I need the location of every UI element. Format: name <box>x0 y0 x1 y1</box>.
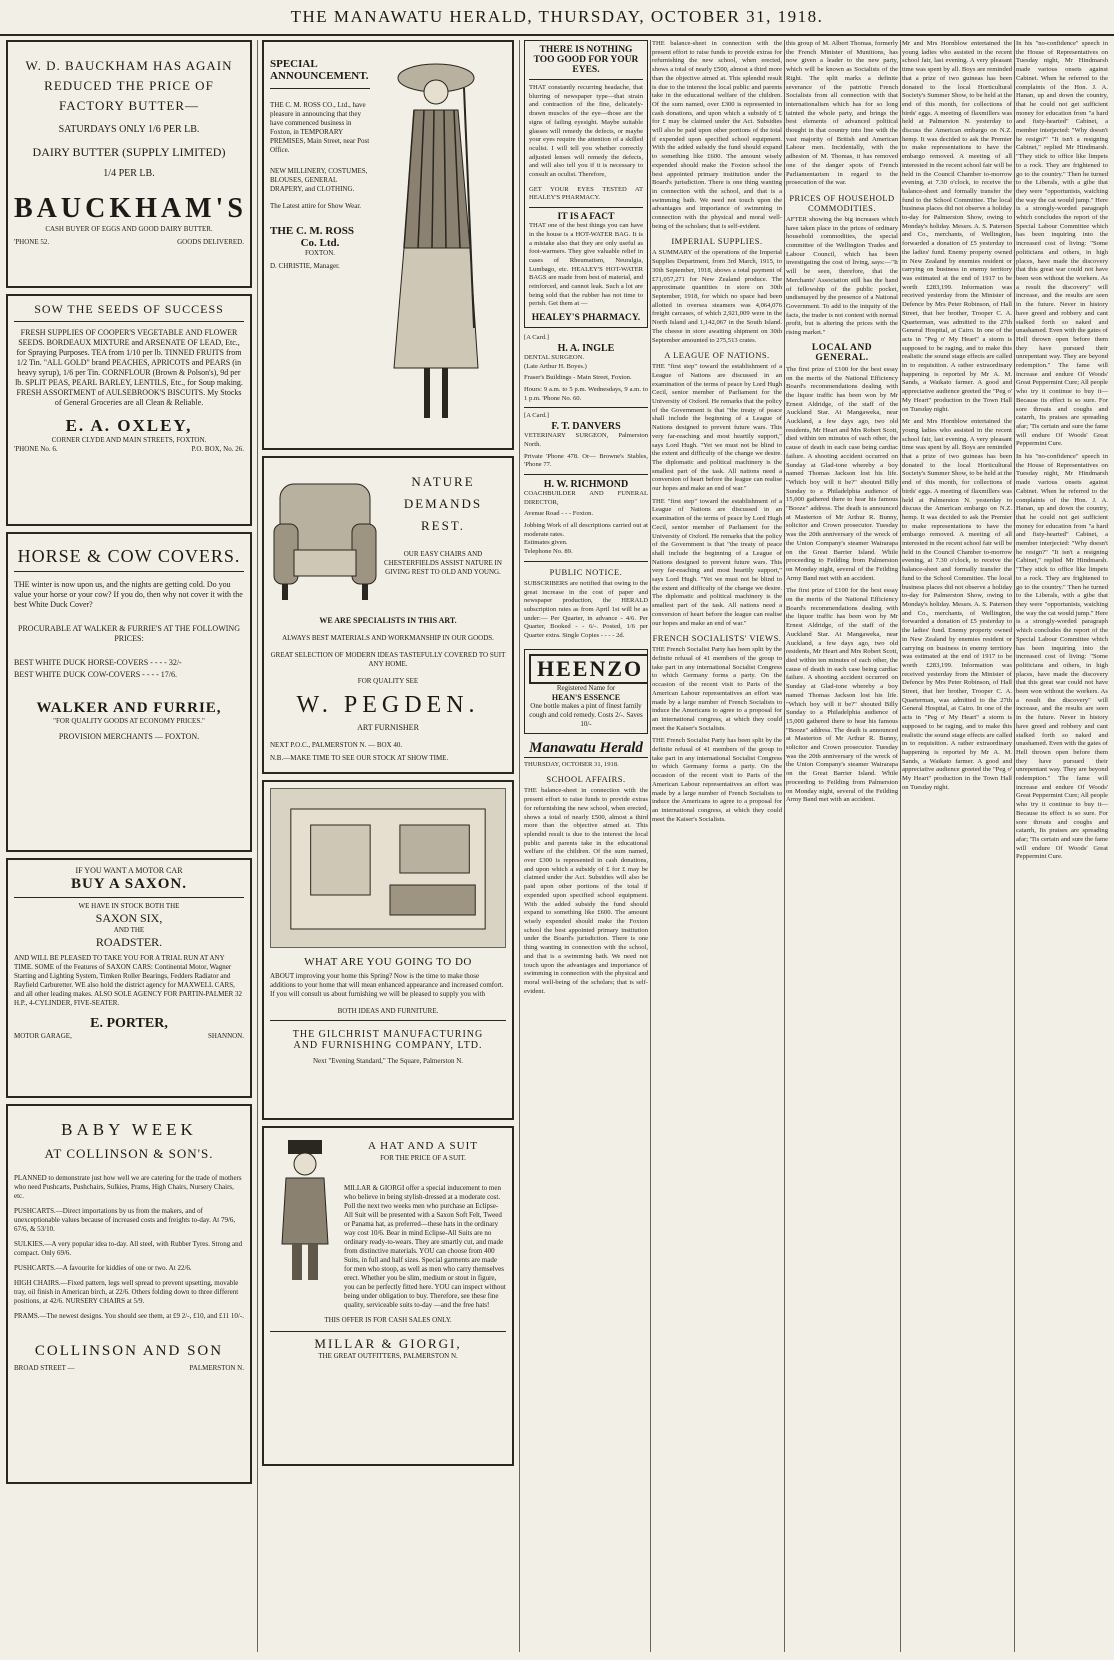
headline-household-prices: PRICES OF HOUSEHOLD COMMODITIES. <box>789 192 895 213</box>
gilchrist-title: WHAT ARE YOU GOING TO DO <box>304 956 472 968</box>
walker-item-horse: BEST WHITE DUCK HORSE-COVERS - - - - 32/- <box>14 658 182 667</box>
healey-fact-title: IT IS A FACT <box>557 212 615 223</box>
pegden-body: OUR EASY CHAIRS AND CHESTERFIELDS ASSIST NATURE IN GIVING REST TO OLD AND YOUNG. <box>384 550 502 576</box>
millar-title1: A HAT AND A SUIT <box>368 1140 478 1152</box>
collinson-pushcarts: PUSHCARTS.—Direct importations by us from the makers, and of unexceptionable values because of increased costs and freights to-day. At 79/6, 67/6, & 53/10. <box>14 1207 236 1233</box>
collinson-street: BROAD STREET — <box>14 1364 75 1372</box>
healey-cta: GET YOUR EYES TESTED AT HEALEY'S PHARMACY. <box>529 185 643 202</box>
card2-name: F. T. DANVERS <box>551 421 621 433</box>
headline-french-socialists: FRENCH SOCIALISTS' VIEWS. <box>652 633 782 644</box>
card3-addr: Avenue Road - - - Foxton. <box>524 510 594 518</box>
article-local-notes-cont: Mr and Mrs Hornblow entertained the young ladies who assisted in the recent school fair, last evening. A very pleasant time was spent by all. Boys are reminded that a prize of two guineas has been donated to the local Horticultural Society's Summer Show, to be held at the end of this month, for collections of birds' eggs. A meeting of flaxmillers was held at Palmerston N. yesterday to discuss the American embargo on N.Z. hemp. It was decided to ask the Premier to make representations to have the embargo removed. A meeting of all interested in the recent school fair will be held in the Council Chamber to-morrow evening, at 7.30 o'clock, to receive the balance-sheet and formally transfer the fund to the School Committee. The local business places did not observe a holiday to-day for Palmerston Show, owing to Monday's holiday. Messrs. A. S. Paterson and Co., merchants, of Wellington, forwarded a donation of £5 yesterday to the ladies' fund. Enemy property owned in New Zealand by enemies resident or carrying on business in enemy territory was estimated at the end of 1917 to be worth £283,199. Information was received yesterday from the Minister of Defence by Mrs Peter Robinson, of Hall Street, that her brother, Trooper C. A. Quarterman, was admitted to the 27th General Hospital, at Cairo. In one of the acts in "Peg o' My Heart" a storm is supposed to be raging, and to make this realistic the sound stage effects are called in to requisition. A rather extraordinary happening is reported by Mr A. M. Sands, a Waikato farmer. A good and appreciative audience greeted the "Peg o' My Heart" production in the Town Hall on Tuesday night. <box>902 418 1012 791</box>
healey-eyes-ad <box>524 40 648 328</box>
column-6 <box>902 40 1012 1652</box>
gilchrist-address: Next "Evening Standard," The Square, Palmerston N. <box>312 1057 464 1065</box>
article-french-socialists-end: this group of M. Albert Thomas, formerly the French Minister of Munitions, has now given a leader to the new party, which will be known as Socialists of the Right. The split marks a definite severance of the patriotic French Socialists from all connection with that internationalism which has for so long tainted the whole party, and brings the best elements of advanced political thought in that country into line with the vast majority of British and American Labour men. Incidentally, with the adhesion of M. Thomas, it has removed one of the danger spots of French Parliamentarism in regard to the prosecution of the war. <box>786 40 898 187</box>
heenzo-product: HEAN'S ESSENCE <box>551 692 621 702</box>
porter-stock: WE HAVE IN STOCK BOTH THE <box>78 902 180 910</box>
headline-school-affairs: SCHOOL AFFAIRS. <box>546 774 626 785</box>
card1-hours: Hours: 9 a.m. to 5 p.m. Wednesdays, 9 a.m. to 1 p.m. 'Phone No. 60. <box>524 385 648 402</box>
herald-nameplate: Manawatu Herald <box>524 740 648 758</box>
porter-and: AND THE <box>113 926 145 934</box>
card3-estimates: Estimates given. <box>524 539 568 547</box>
card2-phone: Private 'Phone 478. Or— Browne's Stables, 'Phone 77. <box>524 452 648 469</box>
collinson-ad <box>6 1104 252 1484</box>
pegden-trade: ART FURNISHER <box>357 723 419 732</box>
card3-phone: Telephone No. 89. <box>524 548 573 556</box>
oxley-address: CORNER CLYDE AND MAIN STREETS, FOXTON. <box>51 436 207 444</box>
collinson-highchairs: HIGH CHAIRS.—Fixed pattern, legs well spread to prevent upsetting, movable tray, oil finish in American birch, at 22/6. Others folding down to three different positions, at 42/6. NURSERY CHAIRS at 5/9. <box>14 1279 239 1305</box>
ross-name1: THE C. M. ROSS <box>270 225 355 237</box>
bauckham-name: BAUCKHAM'S <box>14 193 247 224</box>
column-1 <box>6 40 252 1652</box>
healey-body: THAT constantly recurring headache, that blurring of newspaper type—that strain and contraction of the fine, delicately-drawn muscles of the eye—those are the signs of failing eyesight. Maybe suitable glasses will remedy the defects, or maybe your eyes require the attention of a skilled oculist. I will tell you whether correctly adjusted lenses will remedy the defects, and will also tell you if it is necessary to consult an oculist. Therefore, <box>529 84 643 179</box>
public-notice-title: PUBLIC NOTICE. <box>549 566 623 577</box>
walker-intro: THE winter is now upon us, and the nights are getting cold. Do you value your horse or your cow? If you do, then why not cover it with the best White Duck Cover? <box>14 580 243 609</box>
ross-body: THE C. M. ROSS CO., Ltd., have pleasure in announcing that they have commenced business in Foxton, in TEMPORARY PREMISES, Main Street, near Post Office. <box>270 101 370 154</box>
bauckham-line5: DAIRY BUTTER (SUPPLY LIMITED) <box>32 145 226 159</box>
healey-title: THERE IS NOTHING TOO GOOD FOR YOUR EYES. <box>533 45 639 75</box>
column-7 <box>1016 40 1108 1652</box>
porter-model1: SAXON SIX, <box>95 911 163 925</box>
bauckham-tagline: CASH BUYER OF EGGS AND GOOD DAIRY BUTTER. <box>45 225 213 233</box>
column-rule <box>519 40 520 1652</box>
porter-town: SHANNON. <box>208 1032 244 1040</box>
collinson-name: COLLINSON AND SON <box>34 1343 224 1359</box>
porter-garage: MOTOR GARAGE, <box>14 1032 72 1040</box>
collinson-title2: AT COLLINSON & SON'S. <box>44 1146 214 1161</box>
article-french-socialists: THE French Socialist Party has been split by the definite refusal of 41 members of the group to take part in any international Socialist Congress to which Germany forms a party. On the occasion of the recent visit to Paris of the American Labour representatives an effort was made by a large number of French Socialists to induce the Americans to agree to a proposal for an international congress, at which they could meet the Kaiser's Socialists. <box>652 646 782 732</box>
gilchrist-body: ABOUT improving your home this Spring? Now is the time to make those additions to your home that will mean enhanced appearance and increased comfort. If you will consult us about furnishing we will be pleased to supply you with <box>270 972 504 998</box>
oxley-ad <box>6 294 252 526</box>
pegden-specialists: WE ARE SPECIALISTS IN THIS ART. <box>319 616 457 625</box>
ross-latest: The Latest attire for Show Wear. <box>270 202 362 210</box>
card3-trade: COACHBUILDER AND FUNERAL DIRECTOR, <box>524 489 648 506</box>
gilchrist-name2: AND FURNISHING COMPANY, LTD. <box>293 1040 483 1051</box>
bauckham-line4: SATURDAYS ONLY 1/6 PER LB. <box>58 124 200 135</box>
article-league-of-nations-cont: THE "first step" toward the establishment of a League of Nations are discussed in an examination of the terms of peace by Lord Hugh Cecil, senior member of Parliament for the University of Oxford. He remarks that the policy of the Government is that "the treaty of peace shall include the beginning of a League of Nations designed to prevent future wars. This very far-reaching and most heartily support," says Lord Hugh. "Yet we must not be blind to the extent and difficulty of the change we desire. The diplomatic and political machinery is the smallest part of the task. All nations need a conversion of heart before the league can realise our hopes and make an end of war." <box>652 497 782 627</box>
collinson-sulkies: SULKIES.—A very popular idea to-day. All steel, with Rubber Tyres. Strong and compact. Only 69/6. <box>14 1240 243 1257</box>
millar-name: MILLAR & GIORGI, <box>270 1331 506 1352</box>
pegden-title2: DEMANDS <box>403 496 483 511</box>
walker-name: WALKER AND FURRIE, <box>36 700 222 716</box>
article-local-general-cont: The first prize of £100 for the best essay on the merits of the National Efficiency Board's recommendations dealing with the liquor traffic has been won by Mr Ernest Aldridge, of the staff of the Auckland Star. At Mangaweka, near Auckland, a few days ago, two old residents, Mr Heart and Mrs Robert Scott, died within ten minutes of each other, the cause of death in each case being cardiac failure. A shooting accident occurred on Sunday at Glad-tone whereby a boy named Thomas Jackson lost his life. "Which boy will it be?" shouted Billy Sunday to a Philadelphia audience of 15,000 gathered there to hear his famous "Booze" address. The death is announced at Masterton of Mr Arthur R. Bunny, solicitor and Crown prosecutor. Tuesday was the 20th anniversary of the wreck of the Union Company's steamer Wairarapa on the Great Barrier Island. While proceeding to Feilding from Palmerston on Monday night, several of the Feilding Army Band met with an accident. <box>786 587 898 804</box>
card1-note: (Late Arthur H. Boyes.) <box>524 362 587 370</box>
pegden-materials: ALWAYS BEST MATERIALS AND WORKMANSHIP IN OUR GOODS. <box>282 634 494 642</box>
millar-tag: THE GREAT OUTFITTERS, PALMERSTON N. <box>318 1352 458 1360</box>
card3-body: Jobbing Work of all descriptions carried out at moderate rates. <box>524 522 648 538</box>
article-parliament-cont: In his "no-confidence" speech in the House of Representatives on Tuesday night, Mr Hindmarsh made various onsets against Cabinet. When he referred to the complaints of the Hon. J. A. Hanan, up and down the country, that he could not get sufficient money for education from "a hard and fisty-hearted" Cabinet, a member interjected: "Why doesn't he resign?" "It isn't a resigning Cabinet," replied Mr Hindmarsh. "They stick to office like limpets to a rock. They are frightened to go to the country." Then he turned to the Liberals, with a gibe that they were "opportunists, watching the way the cat would jump." Here is a strongly-worded paragraph which concludes the report of the Special Labour Committee which has been inquiring into the increased cost of living: "Some politicians and others, in high places, have made the discovery that this great war could not have been won without the workers. As a result the discovery" will increase, and the results are seen in the future. Never in history have greed and robbery and cant stalked forth so naked and unashamed. Even with the gates of Hell thrown open before them they have pursued their unrepentant way. They are beyond redemption." The fame will increase and endure Of Woods' Great Peppermint Cure; All people who try it continue to buy it— Because its effect is so sure. For sore throats and coughs and catarrh, Its praises are spreading afar; 'Tis certain and sure the fame will endure Of Woods' Great Peppermint Cure. <box>1016 453 1108 861</box>
millar-title2: FOR THE PRICE OF A SUIT. <box>380 1154 466 1162</box>
article-household-prices: AFTER showing the big increases which have taken place in the prices of ordinary household commodities, the special committee of the Wellington Trades and Labour Council, which has been investigating the cost of living, says:—"It will be seen, therefore, that the Merchants' Association still has the hand of fellowship of the public pocket, undismayed by the presence of a National Government. To add to the iniquity of the facts, the trader is not content with normal profit, but is altering the prices with the rising market." <box>786 215 898 337</box>
article-local-notes: Mr and Mrs Hornblow entertained the young ladies who assisted in the recent school fair, last evening. A very pleasant time was spent by all. Boys are reminded that a prize of two guineas has been donated to the local Horticultural Society's Summer Show, to be held at the end of this month, for collections of birds' eggs. A meeting of flaxmillers was held at Palmerston N. yesterday to discuss the American embargo on N.Z. hemp. It was decided to ask the Premier to make representations to have the embargo removed. A meeting of all interested in the recent school fair will be held in the Council Chamber to-morrow evening, at 7.30 o'clock, to receive the balance-sheet and formally transfer the fund to the School Committee. The local business places did not observe a holiday to-day for Palmerston Show, owing to Monday's holiday. Messrs. A. S. Paterson and Co., merchants, of Wellington, forwarded a donation of £5 yesterday to the ladies' fund. Enemy property owned in New Zealand by enemies resident or carrying on business in enemy territory was estimated at the end of 1917 to be worth £283,199. Information was received yesterday from the Minister of Defence by Mrs Peter Robinson, of Hall Street, that her brother, Trooper C. A. Quarterman, was admitted to the 27th General Hospital, at Cairo. In one of the acts in "Peg o' My Heart" a storm is supposed to be raging, and to make this realistic the sound stage effects are called in to requisition. A rather extraordinary happening is reported by Mr A. M. Sands, a Waikato farmer. A good and appreciative audience greeted the "Peg o' My Heart" production in the Town Hall on Tuesday night. <box>902 40 1012 413</box>
bauckham-delivery: GOODS DELIVERED. <box>177 238 244 246</box>
pegden-title3: REST. <box>420 518 466 533</box>
pegden-address: NEXT P.O.C., PALMERSTON N. — BOX 40. <box>270 741 403 749</box>
millar-giorgi-ad <box>262 1126 514 1466</box>
bauckham-line6: 1/4 PER LB. <box>103 168 155 179</box>
oxley-phone: 'PHONE No. 6. <box>14 445 58 453</box>
masthead: THE MANAWATU HERALD, THURSDAY, OCTOBER 31, 1918. <box>0 0 1114 36</box>
column-rule <box>900 40 901 1652</box>
ross-manager: D. CHRISTIE, Manager. <box>270 262 340 270</box>
card3-name: H. W. RICHMOND <box>543 478 629 490</box>
ross-title2: ANNOUNCEMENT. <box>270 70 370 89</box>
porter-name: E. PORTER, <box>90 1016 168 1031</box>
article-league-of-nations: THE "first step" toward the establishment of a League of Nations are discussed in an examination of the terms of peace by Lord Hugh Cecil, senior member of Parliament for the University of Oxford. He remarks that the policy of the Government is that "the treaty of peace shall include the beginning of a League of Nations designed to prevent future wars. This very far-reaching and most heartily support," says Lord Hugh. "Yet we must not be blind to the extent and difficulty of the change we desire. The diplomatic and political machinery is the smallest part of the task. All nations need a conversion of heart before the league can realise our hopes and make an end of war." <box>652 363 782 493</box>
public-notice-body: SUBSCRIBERS are notified that owing to the great increase in the cost of paper and newspaper production, the HERALD subscription rates as from April 1st will be as under:— Per Quarter, in advance - 4/6. Per Quarter, Booked - - 6/-. Posted, 1/6 per Quarter extra. Single Copies - - - - 2d. <box>524 579 648 640</box>
card2-trade: VETERINARY SURGEON, Palmerston North. <box>524 432 648 448</box>
column-5 <box>786 40 898 1652</box>
card1-addr: Fraser's Buildings - Main Street, Foxton. <box>524 374 632 382</box>
gilchrist-ideas: BOTH IDEAS AND FURNITURE. <box>337 1007 439 1015</box>
article-imperial-supplies: A SUMMARY of the operations of the Imperial Supplies Department, from 3rd March, 1915, to 30th September, 1918, shows a total payment of £71,057,271 for New Zealand produce. The approximate quantities in store on 30th September, 1918, for which no space had been allotted in oversea steamers was 4,064,076 freight carcases, of which 2,921,009 were in the North Island and 1,142,067 in the South Island. The cheese in store awaiting shipment on 30th September amounted to 275,513 crates. <box>652 249 782 344</box>
walker-procurable: PROCURABLE AT WALKER & FURRIE'S AT THE FOLLOWING PRICES: <box>18 624 240 643</box>
ross-title1: SPECIAL <box>270 58 318 70</box>
oxley-box: P.O. BOX, No. 26. <box>191 445 244 453</box>
walker-item-cow: BEST WHITE DUCK COW-COVERS - - - - 17/6. <box>14 670 178 679</box>
headline-local-general: LOCAL AND GENERAL. <box>811 342 873 363</box>
walker-furrie-ad <box>6 532 252 852</box>
heenzo-tag: One bottle makes a pint of finest family cough and cold remedy. Costs 2/-. Saves 10/- <box>529 701 643 728</box>
column-rule <box>257 40 258 1652</box>
millar-body: MILLAR & GIORGI offer a special inducement to men who believe in being stylish-dressed at a moderate cost. Poll the next two weeks men who purchase an Eclipse-All Suit will be presented with a Saxon Soft Felt, Tweed or Panama hat, as preferred—these hats in the ordinary way cost 10/6. Bear in mind Eclipse-All Suits are no ordinary ready-to-wears. They are smartly cut, and made from distinctive materials. YOU can choose from 400 Suits, in full and half sizes. Special garments are made for men who stoop, as well as men who carry themselves erect. Whether you be slim, medium or stout in figure, you can be perfectly fitted here. YOU can inspect without being under obligation to buy. Therefore, see these fine quality, serviceable suits to-day —and the free hats! <box>344 1184 506 1309</box>
headline-league-of-nations: A LEAGUE OF NATIONS. <box>664 350 770 361</box>
porter-kicker: IF YOU WANT A MOTOR CAR <box>75 866 183 875</box>
porter-ad <box>6 858 252 1098</box>
card1-trade: DENTAL SURGEON. <box>524 353 585 361</box>
pegden-name: W. PEGDEN. <box>296 692 480 718</box>
column-rule <box>1014 40 1015 1652</box>
porter-model2: ROADSTER. <box>95 935 163 949</box>
healey-name: HEALEY'S PHARMACY. <box>531 313 641 324</box>
gilchrist-ad <box>262 780 514 1120</box>
interior-illustration <box>270 788 506 948</box>
oxley-body: FRESH SUPPLIES OF COOPER'S VEGETABLE AND FLOWER SEEDS. BORDEAUX MIXTURE and ARSENATE OF LEAD, Etc., for Spraying Purposes. TEA from 1/10 per lb. TINNED FRUITS from 1/2 Tin. "ALL GOLD" brand PEACHES, APRICOTS and PEARS (in heavy syrup), 1/6 per Tin. CORNFLOUR (Brown & Polson's), 9d per lb. SPLIT PEAS, PEARL BARLEY, LENTILS, Etc., for Soup making. FRESH ASSORTMENT of AULSEBROOK'S BISCUITS. My Stocks of General Groceries are all Clean & Reliable. <box>15 328 243 407</box>
ross-name2: Co. Ltd. <box>300 237 340 249</box>
bauckham-line2: REDUCED THE PRICE OF <box>44 78 214 93</box>
herald-dateline: THURSDAY, OCTOBER 31, 1918. <box>524 760 619 768</box>
heenzo-ad <box>524 649 648 734</box>
headline-imperial-supplies: IMPERIAL SUPPLIES. <box>671 236 763 247</box>
column-rule <box>650 40 651 1652</box>
column-2 <box>262 40 514 1652</box>
pegden-note: N.B.—MAKE TIME TO SEE OUR STOCK AT SHOW TIME. <box>270 754 449 762</box>
millar-cash: THIS OFFER IS FOR CASH SALES ONLY. <box>324 1316 452 1324</box>
ross-ad <box>262 40 514 450</box>
pegden-ad <box>262 456 514 774</box>
pegden-quality: FOR QUALITY SEE <box>357 677 419 685</box>
walker-trade: PROVISION MERCHANTS — FOXTON. <box>58 732 200 741</box>
oxley-title: SOW THE SEEDS OF SUCCESS <box>14 302 244 322</box>
article-parliament: In his "no-confidence" speech in the House of Representatives on Tuesday night, Mr Hindmarsh made various onsets against Cabinet. When he referred to the complaints of the Hon. J. A. Hanan, up and down the country, that he could not get sufficient money for education from "a hard and fisty-hearted" Cabinet, a member interjected: "Why doesn't he resign?" "It isn't a resigning Cabinet," replied Mr Hindmarsh. "They stick to office like limpets to a rock. They are frightened to go to the country." Then he turned to the Liberals, with a gibe that they were "opportunists, watching the way the cat would jump." Here is a strongly-worded paragraph which concludes the report of the Special Labour Committee which has been inquiring into the increased cost of living: "Some politicians and others, in high places, have made the discovery that this great war could not have been won without the workers. As a result the discovery" will increase, and the results are seen in the future. Never in history have greed and robbery and cant stalked forth so naked and unashamed. Even with the gates of Hell thrown open before them they have pursued their unrepentant way. They are beyond redemption." The fame will increase and endure Of Woods' Great Peppermint Cure; All people who try it continue to buy it— Because its effect is so sure. For sore throats and coughs and catarrh, Its praises are spreading afar; 'Tis certain and sure the fame will endure Of Woods' Great Peppermint Cure. <box>1016 40 1108 448</box>
article-local-general: The first prize of £100 for the best essay on the merits of the National Efficiency Board's recommendations dealing with the liquor traffic has been won by Mr Ernest Aldridge, of the staff of the Auckland Star. At Mangaweka, near Auckland, a few days ago, two old residents, Mr Heart and Mrs Robert Scott, died within ten minutes of each other, the cause of death in each case being cardiac failure. A shooting accident occurred on Sunday at Glad-tone whereby a boy named Thomas Jackson lost his life. "Which boy will it be?" shouted Billy Sunday to a Philadelphia audience of 15,000 gathered there to hear his famous "Booze" address. The death is announced at Masterton of Mr Arthur R. Bunny, solicitor and Crown prosecutor. Tuesday was the 20th anniversary of the wreck of the Union Company's steamer Wairarapa on the Great Barrier Island. While proceeding to Feilding from Palmerston on Monday night, several of the Feilding Army Band met with an accident. <box>786 365 898 582</box>
ross-goods: NEW MILLINERY, COSTUMES, BLOUSES, GENERAL DRAPERY, and CLOTHING. <box>270 167 368 193</box>
porter-body: AND WILL BE PLEASED TO TAKE YOU FOR A TRIAL RUN AT ANY TIME. SOME of the Features of SAXON CARS: Continental Motor, Wagner Starting and Lighting System, Timken Roller Bearings, Fedders Radiator and Rayfield Carburetter. WE also hold the district agency for MAXWELL CARS, and all other leading makes. ALSO SOLE AGENCY FOR PARTIN-PALMER 32 H.P., 4-CYLINDER, FIVE-SEATER. <box>14 954 243 1007</box>
heenzo-sub: Registered Name for <box>556 683 616 692</box>
article-school-affairs-cont: THE balance-sheet in connection with the present effort to raise funds to provide extras for refurnishing the new school, when erected, shows a total of nearly £500, almost a third more than the objective aimed at. This splendid result is due to the interest the local public and parents take in the educational welfare of the children. Of the sum named, over £300 is represented in cash donations, and upon which a subsidy of £ for £ may be claimed under the Act. Subsidies will also be paid upon other portions of the total if expended upon specified school equipment. With the added subsidy the fund should expand to something like £600. The amount wisely expended should make the Foxton school the best appointed primary institution under the Board's jurisdiction. There is one thing wanting in connection with the school, and that is a swimming bath. We need not touch upon the advantages and importance of swimming in connection with the physical and moral well-being of the scholars; that is self-evident. <box>652 40 782 230</box>
column-3 <box>524 40 648 1652</box>
armchair-illustration <box>270 464 380 614</box>
heenzo-brand: HEENZO <box>529 654 648 684</box>
article-french-socialists-cont: THE French Socialist Party has been split by the definite refusal of 41 members of the group to take part in any international Socialist Congress to which Germany forms a party. On the occasion of the recent visit to Paris of the American Labour representatives an effort was made by a large number of French Socialists to induce the Americans to agree to a proposal for an international congress, at which they could meet the Kaiser's Socialists. <box>652 737 782 823</box>
card1-label: [A Card.] <box>524 334 549 342</box>
card2-label: [A Card.] <box>524 412 549 420</box>
bauckham-phone: 'PHONE 52. <box>14 238 50 246</box>
walker-motto: "FOR QUALITY GOODS AT ECONOMY PRICES." <box>53 717 205 725</box>
column-rule <box>784 40 785 1652</box>
bauckham-line3: FACTORY BUTTER— <box>58 98 200 113</box>
collinson-town: PALMERSTON N. <box>189 1364 244 1372</box>
collinson-pushcarts2: PUSHCARTS.—A favourite for kiddies of one or two. At 22/6. <box>14 1264 192 1272</box>
fashion-illustration <box>374 48 504 438</box>
porter-title: BUY A SAXON. <box>70 876 188 892</box>
article-school-affairs: THE balance-sheet in connection with the present effort to raise funds to provide extras for refurnishing the new school, when erected, shows a total of nearly £500, almost a third more than the objective aimed at. This splendid result is due to the interest the local public and parents take in the educational welfare of the children. Of the sum named, over £300 is represented in cash donations, and upon which a subsidy of £ for £ may be claimed under the Act. Subsidies will also be paid upon other portions of the total if expended upon specified school equipment. With the added subsidy the fund should expand to something like £600. The amount wisely expended should make the Foxton school the best appointed primary institution under the Board's jurisdiction. There is one thing wanting in connection with the school, and that is a swimming bath. We need not touch upon the advantages and importance of swimming in connection with the physical and moral well-being of the scholars; that is self-evident. <box>524 787 648 995</box>
bauckham-line1: W. D. BAUCKHAM HAS AGAIN <box>25 58 233 73</box>
column-4 <box>652 40 782 1652</box>
bauckham-ad <box>6 40 252 288</box>
gentleman-illustration <box>270 1134 340 1284</box>
card1-name: H. A. INGLE <box>557 342 615 354</box>
healey-fact-body: THAT one of the best things you can have in the house is a HOT-WATER BAG. It is a mistake also that they are only useful as foot-warmers. They give valuable relief in cases of Rheumatism, Neuralgia, Lumbago, etc. HEALEY'S HOT-WATER BAGS are made from best of material, and reinforced, and cannot leak. Such a lot are being sold that the rubber has not time to perish. Get them at — <box>529 222 643 308</box>
walker-title: HORSE & COW COVERS. <box>17 546 241 566</box>
gilchrist-name1: THE GILCHRIST MANUFACTURING <box>292 1029 484 1040</box>
pegden-title1: NATURE <box>411 474 475 489</box>
oxley-name: E. A. OXLEY, <box>65 416 193 435</box>
pegden-selection: GREAT SELECTION OF MODERN IDEAS TASTEFULLY COVERED TO SUIT ANY HOME. <box>270 651 506 668</box>
collinson-intro: PLANNED to demonstrate just how well we are catering for the trade of mothers who need Pushcarts, Pushchairs, Sulkies, Prams, High Chairs, Nursery Chairs, etc. <box>14 1174 242 1200</box>
ross-town: FOXTON. <box>304 249 335 257</box>
collinson-prams: PRAMS.—The newest designs. You should see them, at £9 2/-, £10, and £11 10/-. <box>14 1312 244 1320</box>
collinson-title1: BABY WEEK <box>61 1120 197 1139</box>
